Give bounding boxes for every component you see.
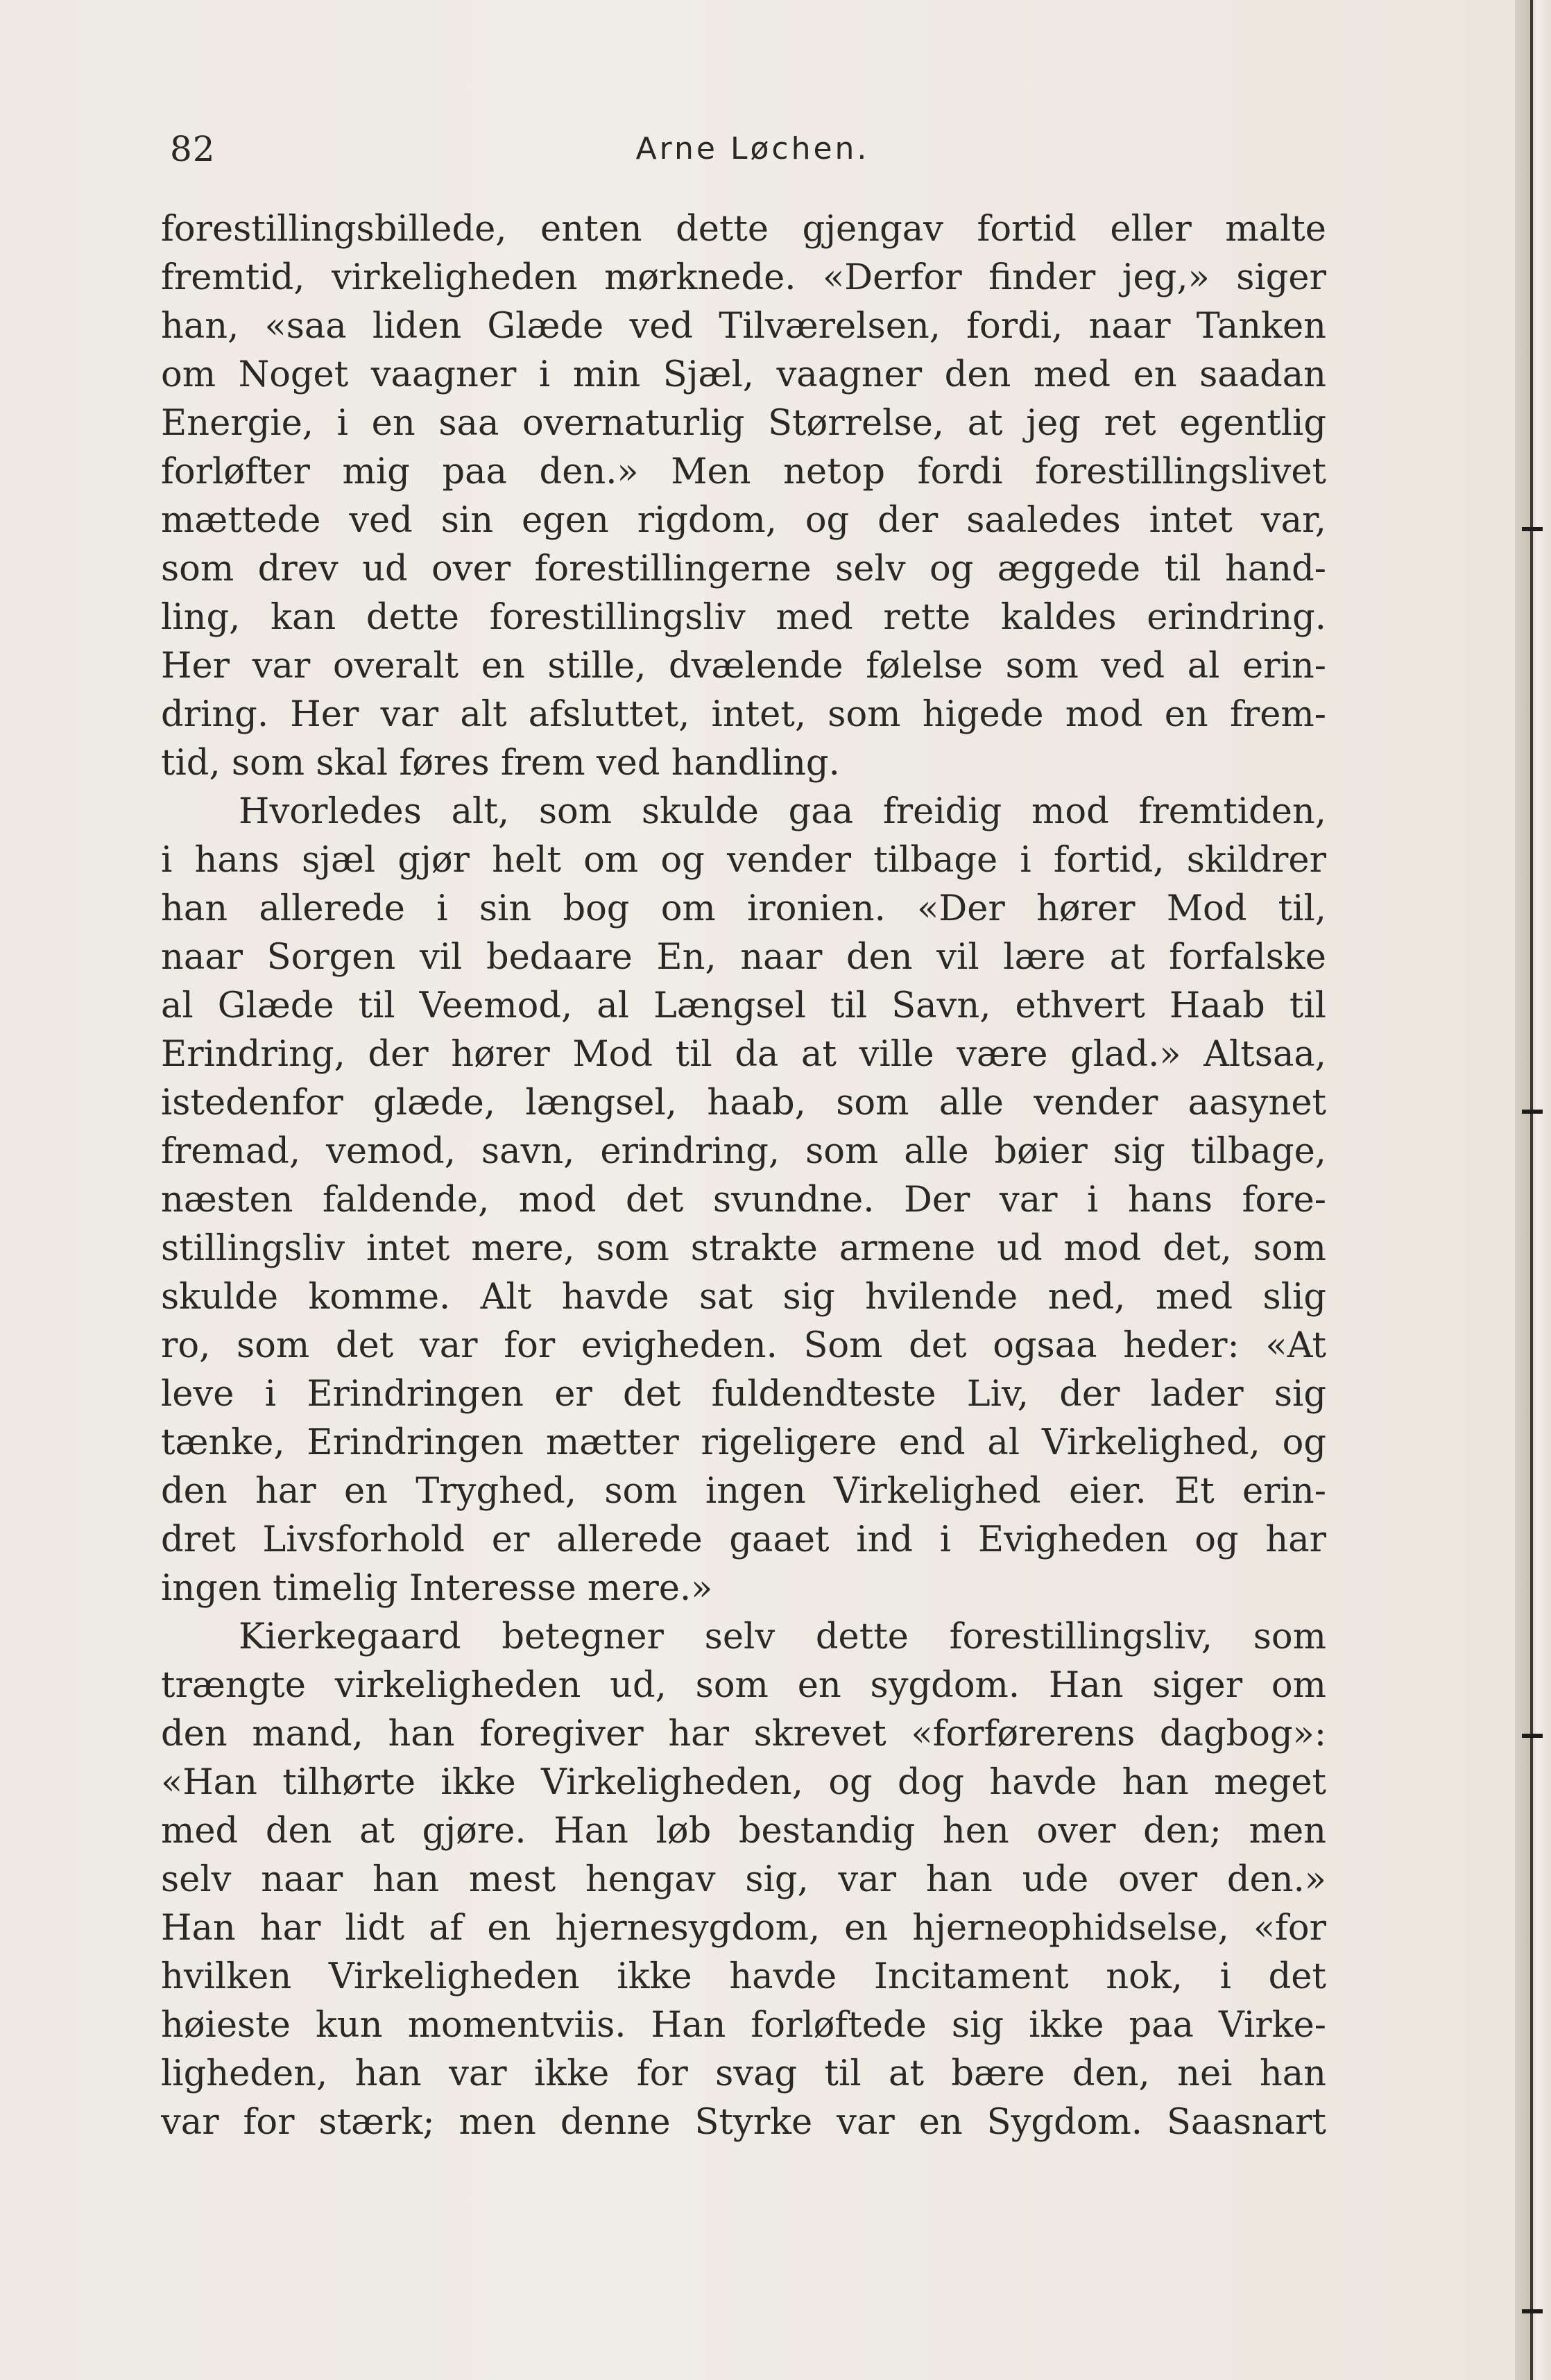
text-line: han, «saa liden Glæde ved Tilværelsen, fordi, naar Tanken [161, 306, 1326, 347]
text-line: den har en Tryghed, som ingen Virkelighed eier. Et erin- [161, 1471, 1326, 1512]
text-line: om Noget vaagner i min Sjæl, vaagner den med en saadan [161, 354, 1326, 395]
spine-mark [1522, 1110, 1543, 1114]
text-line: Her var overalt en stille, dvælende følelse som ved al erin- [161, 646, 1326, 687]
text-line: naar Sorgen vil bedaare En, naar den vil lære at forfalske [161, 937, 1326, 978]
spine-mark [1522, 527, 1543, 531]
text-line: dret Livsforhold er allerede gaaet ind i Evigheden og har [161, 1519, 1326, 1560]
text-line: med den at gjøre. Han løb bestandig hen over den; men [161, 1811, 1326, 1852]
text-line: al Glæde til Veemod, al Længsel til Savn, ethvert Haab til [161, 985, 1326, 1026]
text-line: ling, kan dette forestillingsliv med rette kaldes erindring. [161, 597, 1326, 638]
book-spine-edge [1515, 0, 1551, 2380]
text-line: ligheden, han var ikke for svag til at bære den, nei han [161, 2053, 1326, 2094]
text-line: fremad, vemod, savn, erindring, som alle bøier sig tilbage, [161, 1131, 1326, 1172]
spine-mark [1522, 2309, 1543, 2313]
text-line: tænke, Erindringen mætter rigeligere end al Virkelighed, og [161, 1422, 1326, 1463]
text-line: næsten faldende, mod det svundne. Der var i hans fore- [161, 1180, 1326, 1221]
text-line: forløfter mig paa den.» Men netop fordi forestillingslivet [161, 451, 1326, 492]
text-line: Energie, i en saa overnaturlig Størrelse, at jeg ret egentlig [161, 403, 1326, 444]
running-head: Arne Løchen. [635, 131, 870, 166]
text-line: han allerede i sin bog om ironien. «Der hører Mod til, [161, 888, 1326, 929]
text-line: ro, som det var for evigheden. Som det ogsaa heder: «At [161, 1325, 1326, 1366]
text-line: «Han tilhørte ikke Virkeligheden, og dog havde han meget [161, 1762, 1326, 1803]
text-line: stillingsliv intet mere, som strakte armene ud mod det, som [161, 1228, 1326, 1269]
text-line: hvilken Virkeligheden ikke havde Incitament nok, i det [161, 1956, 1326, 1997]
text-line: som drev ud over forestillingerne selv og æggede til hand- [161, 549, 1326, 589]
text-line: i hans sjæl gjør helt om og vender tilbage i fortid, skildrer [161, 840, 1326, 881]
text-line: skulde komme. Alt havde sat sig hvilende ned, med slig [161, 1277, 1326, 1318]
text-line: ingen timelig Interesse mere.» [161, 1568, 713, 1609]
text-line: Kierkegaard betegner selv dette forestillingsliv, som [239, 1616, 1326, 1657]
text-line: var for stærk; men denne Styrke var en Sygdom. Saasnart [161, 2102, 1326, 2143]
text-line: mættede ved sin egen rigdom, og der saaledes intet var, [161, 500, 1326, 541]
text-line: Erindring, der hører Mod til da at ville være glad.» Altsaa, [161, 1034, 1326, 1075]
text-line: fremtid, virkeligheden mørknede. «Derfor finder jeg,» siger [161, 257, 1326, 298]
text-line: høieste kun momentviis. Han forløftede sig ikke paa Virke- [161, 2005, 1326, 2046]
text-line: forestillingsbillede, enten dette gjengav fortid eller malte [161, 209, 1326, 250]
text-line: den mand, han foregiver har skrevet «forførerens dagbog»: [161, 1714, 1326, 1754]
spine-binding-line [1530, 0, 1533, 2380]
text-line: Han har lidt af en hjernesygdom, en hjerneophidselse, «for [161, 1908, 1326, 1949]
text-line: tid, som skal føres frem ved handling. [161, 743, 840, 784]
body-text [161, 205, 1326, 2147]
spine-mark [1522, 1734, 1543, 1738]
text-line: selv naar han mest hengav sig, var han ude over den.» [161, 1859, 1326, 1900]
page-number: 82 [170, 129, 216, 169]
text-line: leve i Erindringen er det fuldendteste Liv, der lader sig [161, 1374, 1326, 1415]
text-line: trængte virkeligheden ud, som en sygdom. Han siger om [161, 1665, 1326, 1706]
page-header [170, 125, 1335, 173]
text-line: dring. Her var alt afsluttet, intet, som higede mod en frem- [161, 694, 1326, 735]
text-line: istedenfor glæde, længsel, haab, som alle vender aasynet [161, 1083, 1326, 1123]
text-line: Hvorledes alt, som skulde gaa freidig mod fremtiden, [239, 791, 1326, 832]
